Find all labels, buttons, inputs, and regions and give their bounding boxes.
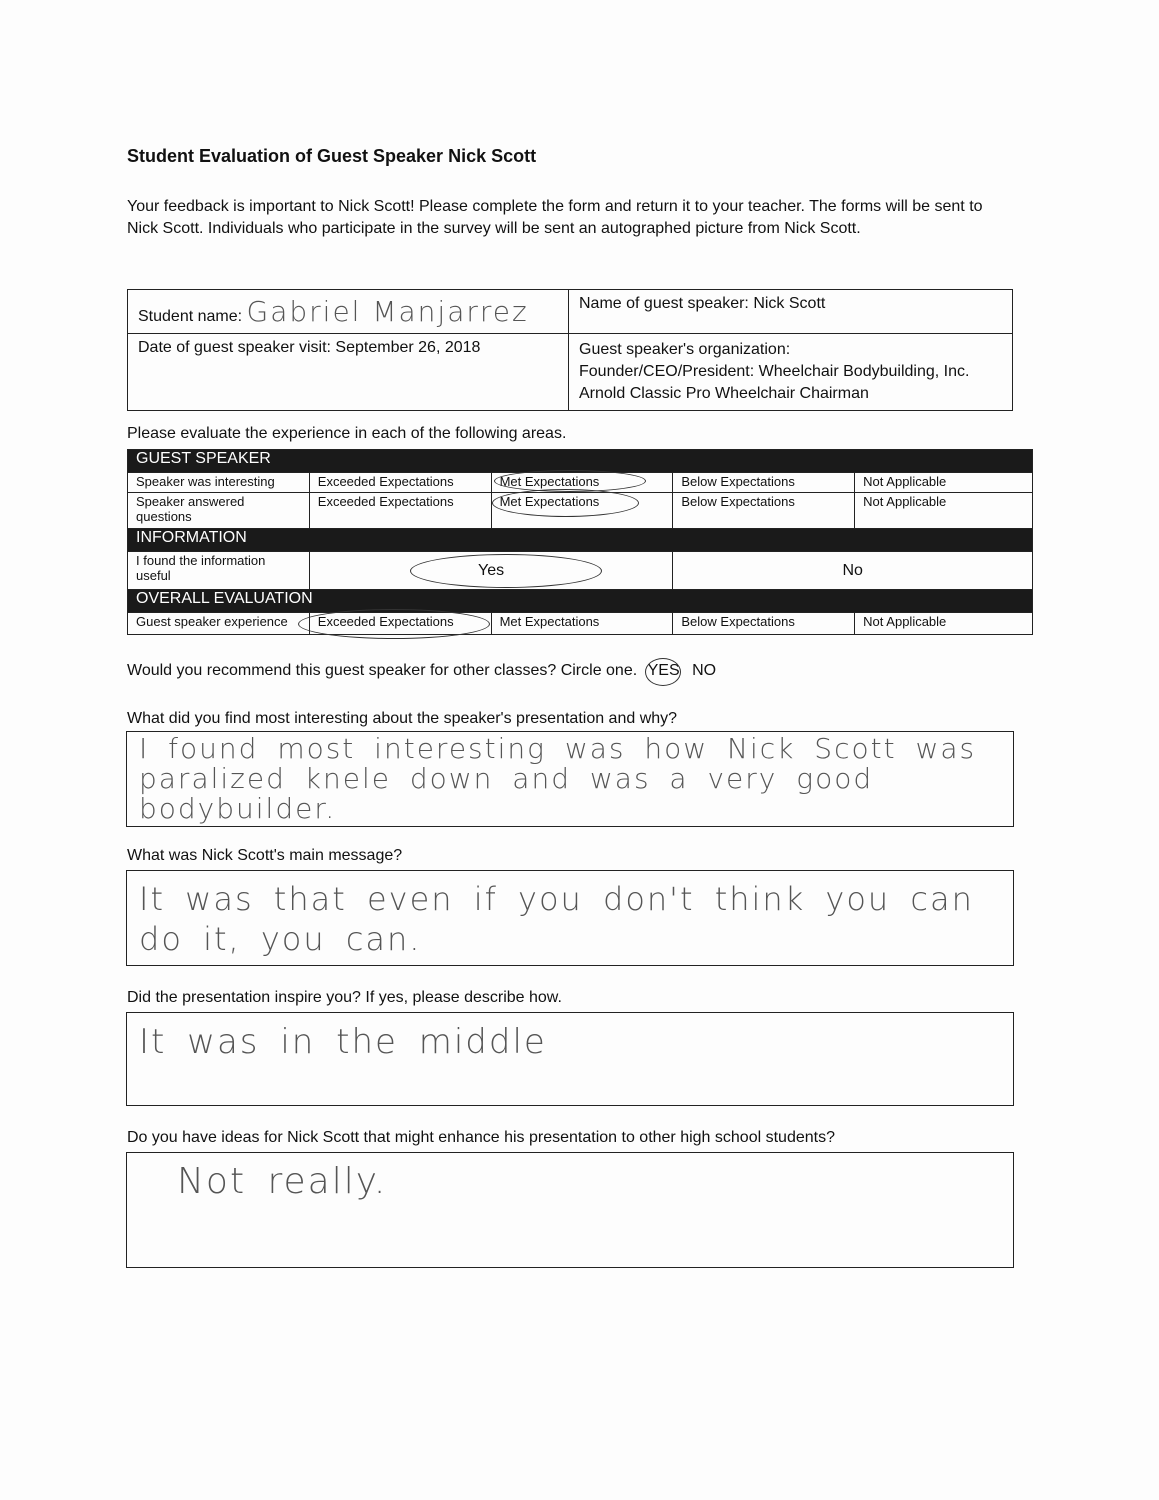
org-line-2: Arnold Classic Pro Wheelchair Chairman <box>579 385 869 402</box>
option-na[interactable]: Not Applicable <box>855 473 1033 493</box>
selection-circle <box>298 609 490 639</box>
answer-4: Not really. <box>177 1161 388 1202</box>
option-met[interactable]: Met Expectations <box>491 613 673 635</box>
speaker-name-cell <box>569 290 1013 334</box>
option-na[interactable]: Not Applicable <box>855 613 1033 635</box>
answer-1: I found most interesting was how Nick Scott was paralized knele down and was a very good bodybuilder. <box>139 732 977 825</box>
recommend-no[interactable]: NO <box>692 662 717 679</box>
recommend-question-text: Would you recommend this guest speaker for other classes? Circle one. <box>127 662 638 679</box>
selection-circle <box>410 554 602 588</box>
row-label-experience: Guest speaker experience <box>128 613 310 635</box>
recommend-question <box>127 662 716 680</box>
question-3: Did the presentation inspire you? If yes, please describe how. <box>127 989 562 1006</box>
option-no[interactable]: No <box>673 552 1033 590</box>
recommend-yes-label: YES <box>647 662 680 679</box>
option-below[interactable]: Below Expectations <box>673 613 855 635</box>
selection-circle <box>492 489 639 517</box>
question-2: What was Nick Scott's main message? <box>127 847 403 864</box>
answer-3: It was in the middle <box>139 1022 547 1062</box>
row-label-answered: Speaker answered questions <box>128 493 310 529</box>
answer-2: It was that even if you don't think you can do it, you can. <box>139 880 974 958</box>
selection-circle <box>645 658 681 686</box>
answer-box-4[interactable] <box>126 1152 1014 1268</box>
answer-box-1[interactable] <box>126 731 1014 827</box>
option-below[interactable]: Below Expectations <box>673 473 855 493</box>
option-yes-label: Yes <box>478 561 505 579</box>
evaluation-caption: Please evaluate the experience in each of the following areas. <box>127 425 567 442</box>
option-met-label: Met Expectations <box>499 494 600 509</box>
option-yes-selected[interactable] <box>309 552 673 590</box>
student-name-label: Student name: <box>138 308 243 325</box>
option-exceeded[interactable]: Exceeded Expectations <box>309 493 491 529</box>
section-overall: OVERALL EVALUATION <box>128 590 1033 613</box>
recommend-yes-selected[interactable] <box>648 662 684 679</box>
question-1: What did you find most interesting about the speaker's presentation and why? <box>127 710 678 727</box>
visit-date-label: Date of guest speaker visit: September 26, 2018 <box>138 339 481 356</box>
row-label-useful: I found the information useful <box>128 552 310 590</box>
form-title: Student Evaluation of Guest Speaker Nick Scott <box>127 146 537 166</box>
form-intro: Your feedback is important to Nick Scott! Please complete the form and return it to your teacher. The forms will be sent to Nick Scott. Individuals who participate in the survey will be sent an autographed picture from Nick Scott. <box>127 198 983 237</box>
option-met-label: Met Expectations <box>499 474 600 489</box>
section-guest-speaker: GUEST SPEAKER <box>128 450 1033 473</box>
section-information: INFORMATION <box>128 529 1033 552</box>
option-met-selected[interactable] <box>491 493 673 529</box>
option-below[interactable]: Below Expectations <box>673 493 855 529</box>
student-name-value[interactable]: Gabriel Manjarrez <box>246 295 529 328</box>
info-table <box>127 289 1013 411</box>
org-label: Guest speaker's organization: <box>579 341 791 358</box>
answer-box-3[interactable] <box>126 1012 1014 1106</box>
option-exceeded[interactable]: Exceeded Expectations <box>309 473 491 493</box>
evaluation-table <box>127 449 1033 635</box>
speaker-name-label: Name of guest speaker: Nick Scott <box>579 295 826 312</box>
option-exceeded-label: Exceeded Expectations <box>317 614 454 629</box>
visit-date-cell <box>128 334 569 411</box>
question-4: Do you have ideas for Nick Scott that might enhance his presentation to other high school students? <box>127 1129 835 1146</box>
org-line-1: Founder/CEO/President: Wheelchair Bodybuilding, Inc. <box>579 363 970 380</box>
option-exceeded-selected[interactable] <box>309 613 491 635</box>
row-label-interesting: Speaker was interesting <box>128 473 310 493</box>
student-name-cell <box>128 290 569 334</box>
option-na[interactable]: Not Applicable <box>855 493 1033 529</box>
answer-box-2[interactable] <box>126 870 1014 966</box>
organization-cell <box>569 334 1013 411</box>
